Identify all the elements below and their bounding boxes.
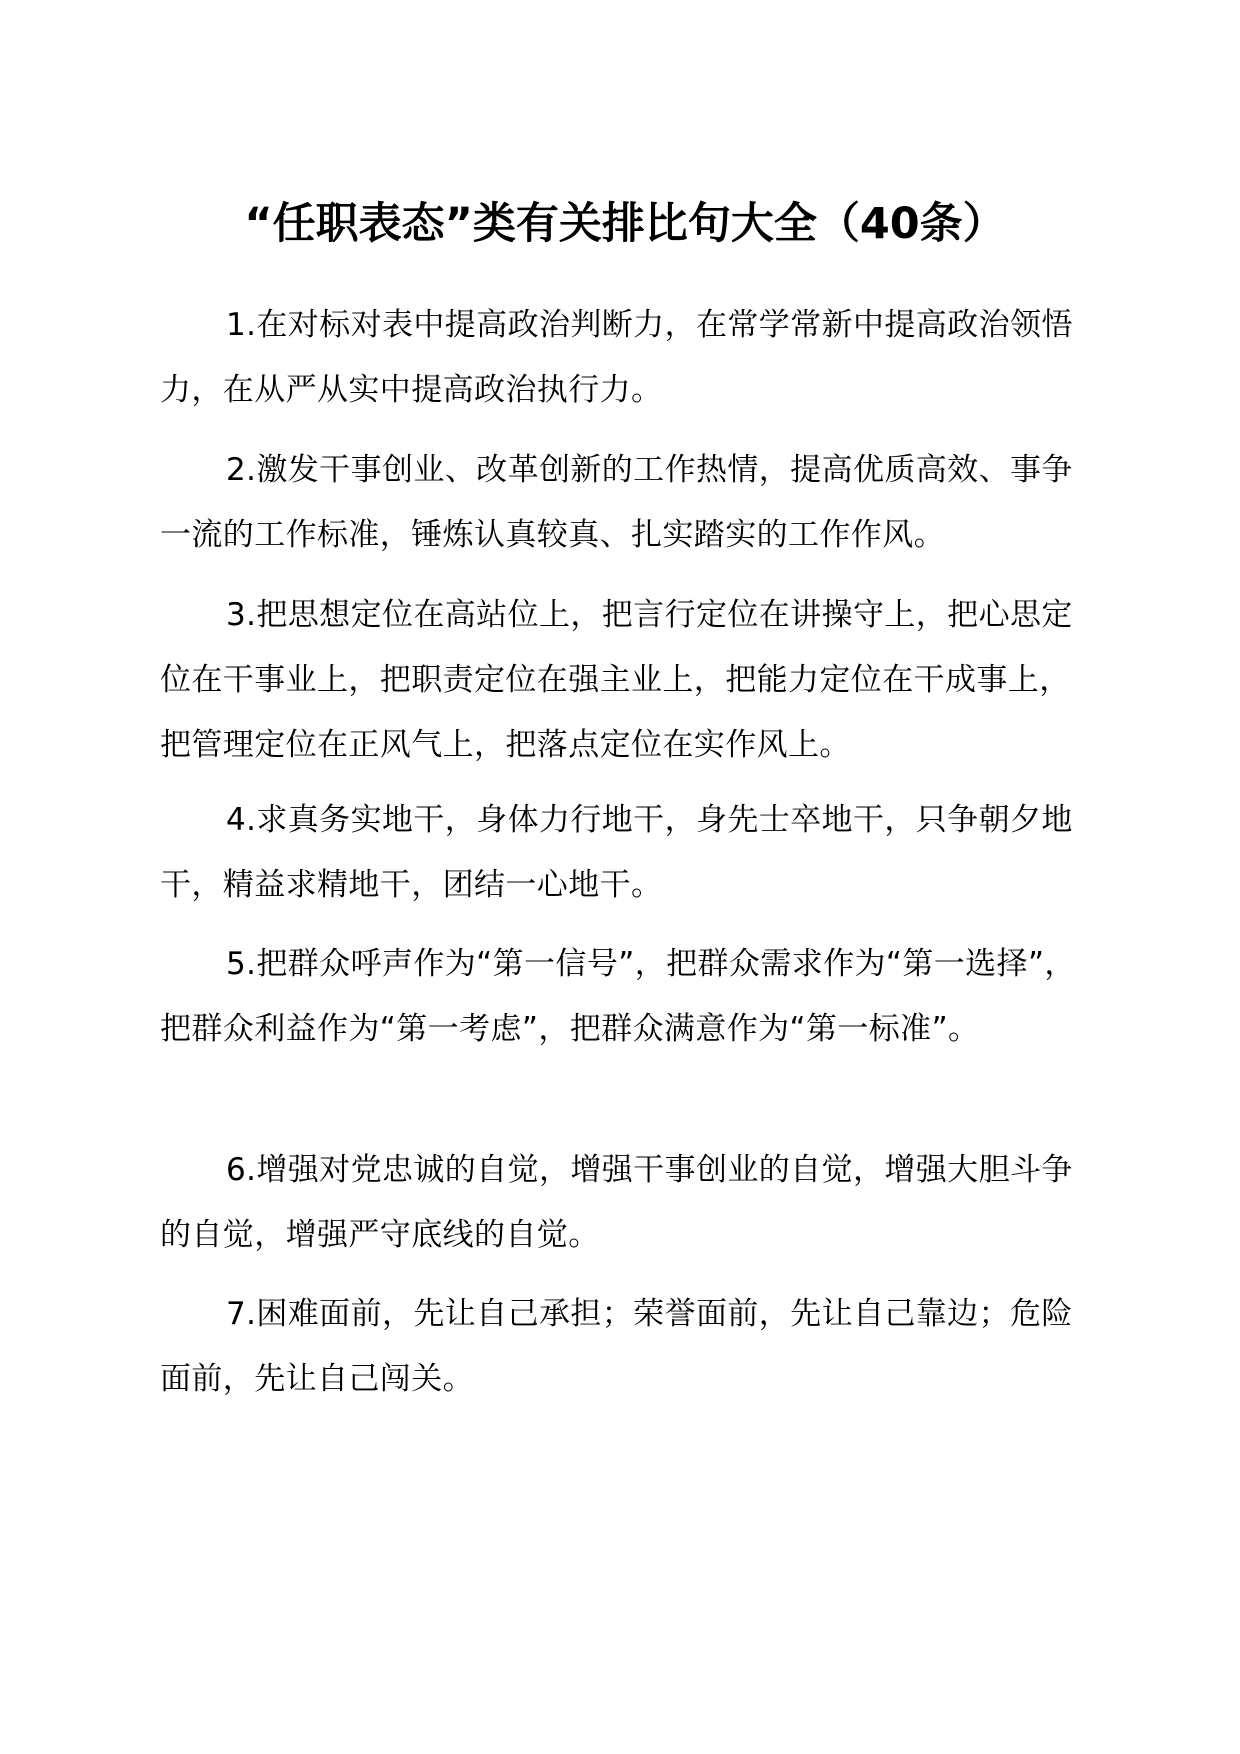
paragraph-item-5: 5.把群众呼声作为“第一信号”，把群众需求作为“第一选择”，把群众利益作为“第一考虑”，把群众满意作为“第一标准”。 [160, 946, 1076, 1047]
paragraph-item-1: 1.在对标对表中提高政治判断力，在常学常新中提高政治领悟力，在从严从实中提高政治执行力。 [160, 307, 1073, 408]
paragraph-item-2: 2.激发干事创业、改革创新的工作热情，提高优质高效、事争一流的工作标准，锤炼认真较真、扎实踏实的工作作风。 [160, 452, 1073, 553]
paragraph-item-4: 4.求真务实地干，身体力行地干，身先士卒地干，只争朝夕地干，精益求精地干，团结一心地干。 [160, 802, 1073, 903]
paragraph-item-7: 7.困难面前，先让自己承担；荣誉面前，先让自己靠边；危险面前，先让自己闯关。 [160, 1296, 1073, 1397]
paragraph-item-3: 3.把思想定位在高站位上，把言行定位在讲操守上，把心思定位在干事业上，把职责定位在强主业上，把能力定位在干成事上，把管理定位在正风气上，把落点定位在实作风上。 [160, 597, 1073, 763]
document-title: “任职表态”类有关排比句大全（40条） [244, 199, 1006, 249]
paragraph-item-6: 6.增强对党忠诚的自觉，增强干事创业的自觉，增强大胆斗争的自觉，增强严守底线的自觉。 [160, 1152, 1073, 1253]
